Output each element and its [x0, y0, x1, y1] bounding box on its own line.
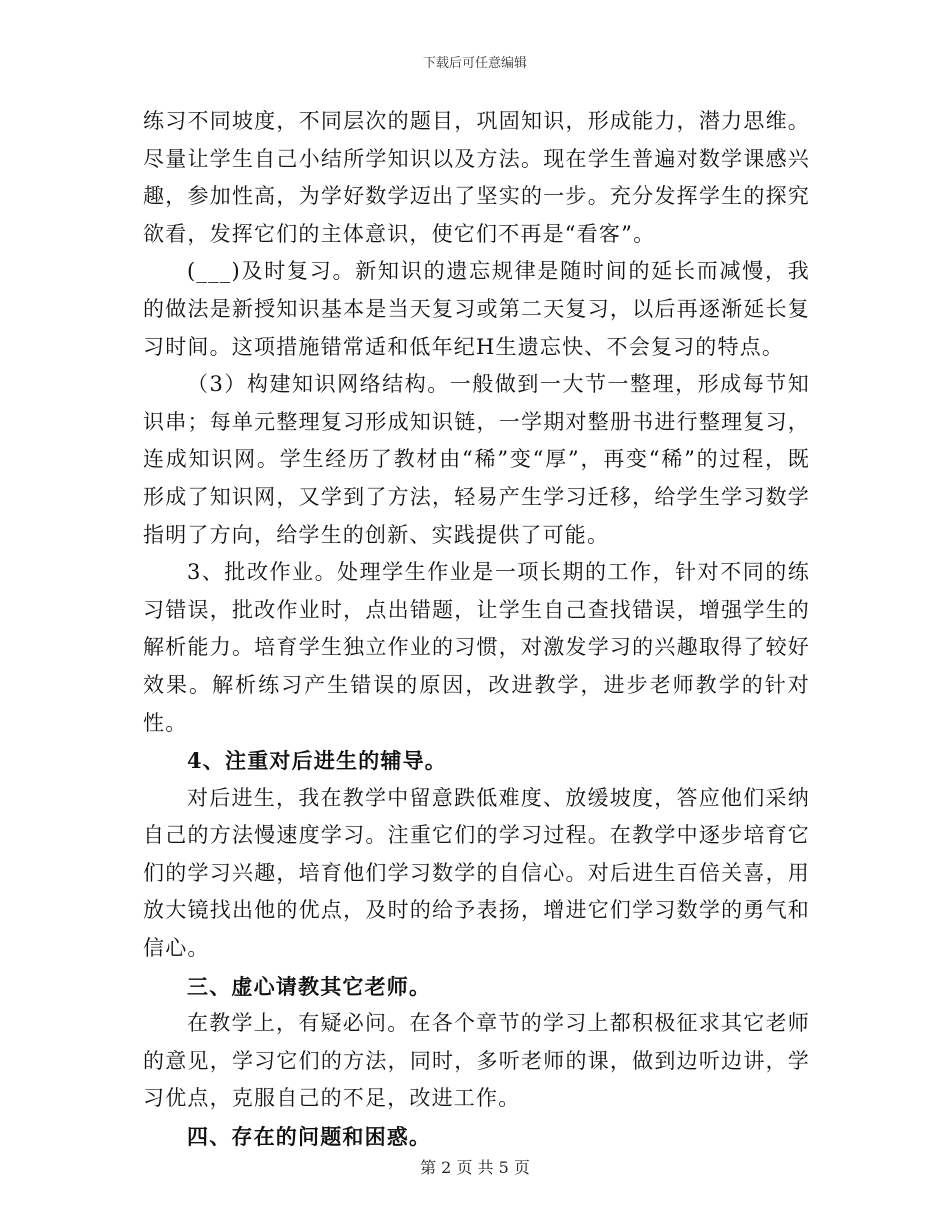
- page-footer: 第 2 页 共 5 页: [420, 1158, 530, 1177]
- paragraph-struggling-students: 对后进生，我在教学中留意跌低难度、放缓坡度，答应他们采纳自己的方法慢速度学习。注重它们的学习过程。在教学中逐步培育它们的学习兴趣，培育他们学习数学的自信心。对后进生百倍关喜，用放大镜找出他的优点，及时的给予表扬，增进它们学习数学的勇气和信心。: [143, 785, 810, 961]
- heading-consult-teachers: 三、虚心请教其它老师。: [187, 973, 432, 999]
- paragraph-practice-summary: 练习不同坡度，不同层次的题目，巩固知识，形成能力，潜力思维。尽量让学生自己小结所学知识以及方法。现在学生普遍对数学课感兴趣，参加性高，为学好数学迈出了坚实的一步。充分发挥学生的探究欲看，发挥它们的主体意识，使它们不再是“看客”。: [143, 109, 810, 246]
- paragraph-homework-correction: 3、批改作业。处理学生作业是一项长期的工作，针对不同的练习错误，批改作业时，点出错题，让学生自己查找错误，增强学生的解析能力。培育学生独立作业的习惯，对激发学习的兴趣取得了较好效果。解析练习产生错误的原因，改进教学，进步老师教学的针对性。: [143, 560, 810, 735]
- paragraph-consult-teachers: 在教学上，有疑必问。在各个章节的学习上都积极征求其它老师的意见，学习它们的方法，同时，多听老师的课，做到边听边讲，学习优点，克服自己的不足，改进工作。: [143, 1011, 810, 1111]
- page-header: 下载后可任意编辑: [422, 56, 527, 71]
- heading-problems: 四、存在的问题和困惑。: [187, 1124, 432, 1150]
- heading-struggling-students: 4、注重对后进生的辅导。: [187, 748, 448, 774]
- document-body: [143, 103, 810, 1156]
- paragraph-knowledge-network: （3）构建知识网络结构。一般做到一大节一整理，形成每节知识串；每单元整理复习形成知识链，一学期对整册书进行整理复习，连成知识网。学生经历了教材由“稀”变“厚”，再变“稀”的过程，既形成了知识网，又学到了方法，轻易产生学习迁移，给学生学习数学指明了方向，给学生的创新、实践提供了可能。: [143, 372, 810, 547]
- paragraph-timely-review: (___)及时复习。新知识的遗忘规律是随时间的延长而减慢，我的做法是新授知识基本是当天复习或第二天复习，以后再逐渐延长复习时间。这项措施错常适和低年纪H生遗忘快、不会复习的特点。: [143, 259, 810, 359]
